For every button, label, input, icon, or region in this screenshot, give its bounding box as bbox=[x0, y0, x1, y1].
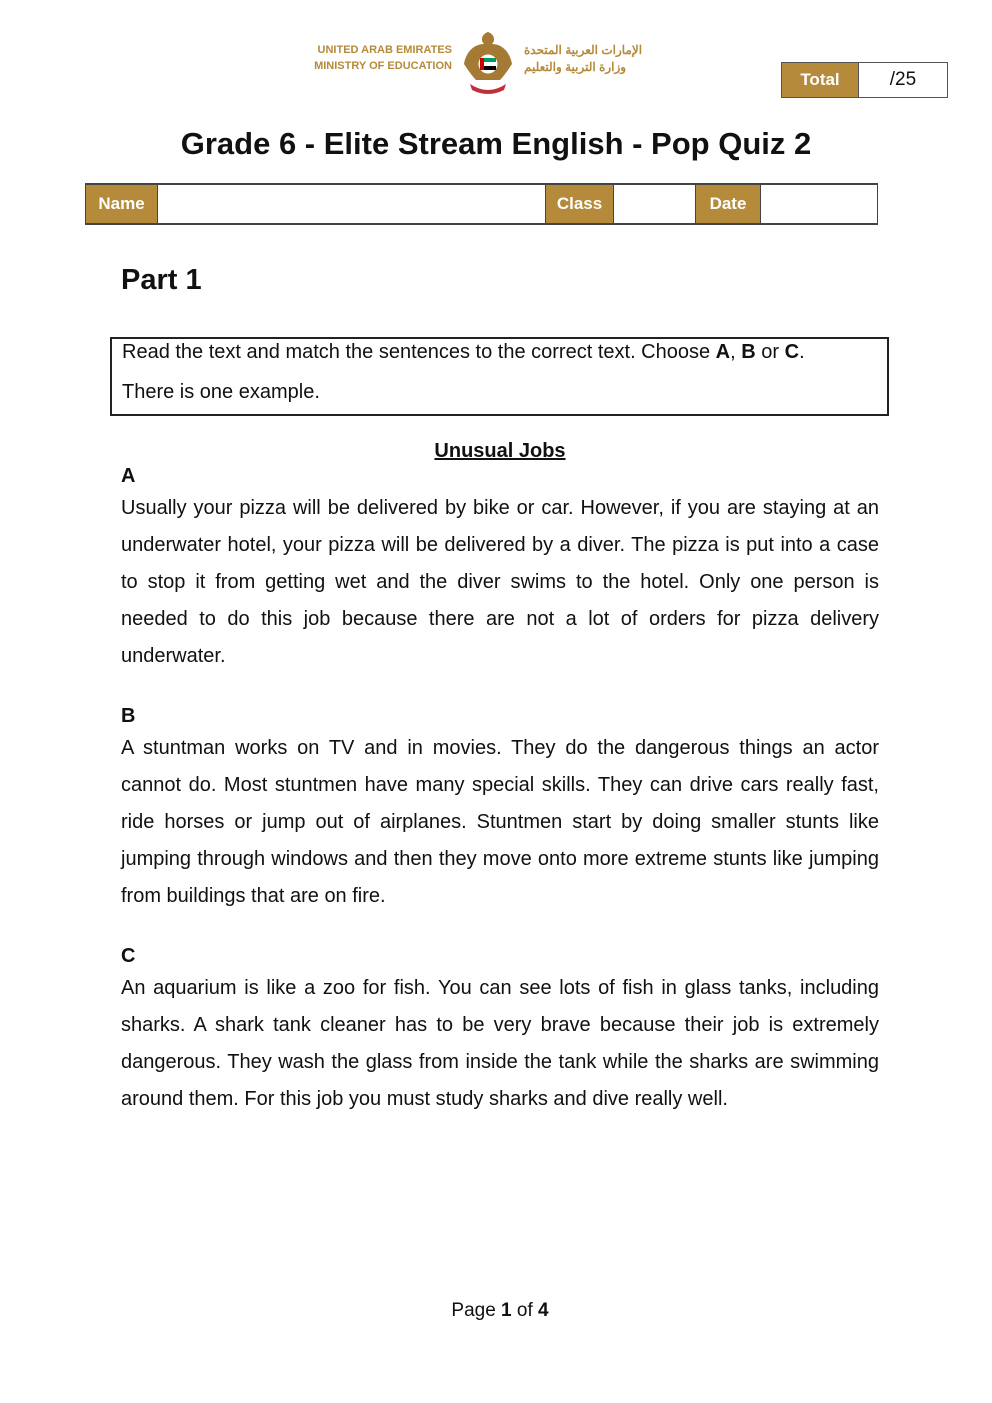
comma: , bbox=[730, 341, 742, 363]
ministry-name-arabic bbox=[524, 42, 672, 76]
org-ar-line2: وزارة التربية والتعليم bbox=[524, 60, 627, 74]
page-title: Grade 6 - Elite Stream English - Pop Quiz 2 bbox=[180, 126, 812, 161]
section-letter: B bbox=[121, 705, 136, 727]
of-word: of bbox=[511, 1300, 539, 1321]
text-section-c bbox=[121, 946, 879, 1118]
total-score-box bbox=[781, 62, 948, 98]
class-field[interactable] bbox=[614, 185, 696, 223]
date-field[interactable] bbox=[761, 185, 877, 223]
ministry-name-english bbox=[300, 42, 452, 74]
section-text: An aquarium is like a zoo for fish. You can see lots of fish in glass tanks, including sharks. A shark tank cleaner has to be very brave because their job is extremely dangerous. They wash the glass from inside the tank while the sharks are swimming around them. For this job you must study sharks and dive really well. bbox=[121, 977, 879, 1110]
name-field[interactable] bbox=[158, 185, 546, 223]
text-section-b bbox=[121, 706, 879, 915]
org-ar-line1: الإمارات العربية المتحدة bbox=[524, 43, 643, 57]
total-label: Total bbox=[782, 63, 859, 97]
page-number bbox=[0, 1300, 992, 1322]
instruction-line1 bbox=[122, 342, 877, 362]
or-text: or bbox=[755, 341, 785, 363]
date-label: Date bbox=[696, 185, 761, 223]
instruction-text: Read the text and match the sentences to the correct text. Choose bbox=[122, 341, 716, 363]
uae-emblem-icon bbox=[462, 30, 514, 96]
option-c: C bbox=[784, 341, 800, 363]
section-text: A stuntman works on TV and in movies. They do the dangerous things an actor cannot do. Most stuntmen have many special skills. They can drive cars really fast, ride horses or jump out of airplanes. Stuntmen start by doing smaller stunts like jumping through windows and then they move onto more extreme stunts like jumping from buildings that are on fire. bbox=[121, 737, 879, 907]
class-label: Class bbox=[546, 185, 614, 223]
instructions-box bbox=[110, 337, 889, 416]
section-letter: C bbox=[121, 945, 136, 967]
student-info-table bbox=[85, 183, 878, 225]
instruction-line2: There is one example. bbox=[122, 381, 320, 403]
org-line2: MINISTRY OF EDUCATION bbox=[314, 60, 452, 72]
total-pages: 4 bbox=[538, 1300, 549, 1321]
option-a: A bbox=[715, 341, 731, 363]
section-letter: A bbox=[121, 465, 136, 487]
current-page: 1 bbox=[501, 1300, 512, 1321]
part-heading: Part 1 bbox=[121, 264, 202, 296]
org-line1: UNITED ARAB EMIRATES bbox=[317, 44, 452, 56]
period: . bbox=[799, 341, 805, 363]
total-value: /25 bbox=[889, 69, 917, 90]
option-b: B bbox=[741, 341, 756, 363]
page-word: Page bbox=[451, 1300, 502, 1321]
name-label: Name bbox=[86, 185, 158, 223]
section-text: Usually your pizza will be delivered by bike or car. However, if you are staying at an underwater hotel, your pizza will be delivered by a diver. The pizza is put into a case to stop it from getting wet and the diver swims to the hotel. Only one person is needed to do this job because there are not a lot of orders for pizza delivery underwater. bbox=[121, 497, 879, 667]
reading-heading: Unusual Jobs bbox=[434, 440, 566, 462]
text-section-a bbox=[121, 466, 879, 675]
